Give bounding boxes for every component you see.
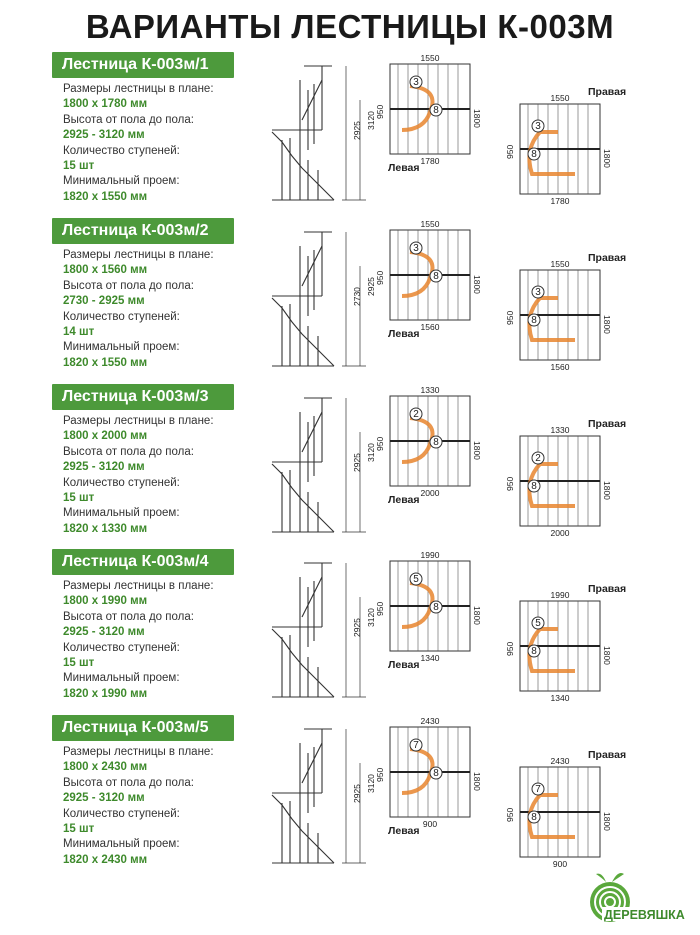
- svg-text:950: 950: [375, 601, 385, 616]
- svg-text:900: 900: [552, 859, 568, 869]
- svg-text:1550: 1550: [550, 93, 570, 103]
- size-label: Размеры лестницы в плане:: [63, 746, 214, 758]
- side-view-drawing: [262, 723, 392, 878]
- steps-value: 15 шт: [63, 492, 95, 505]
- opening-label: Минимальный проем:: [63, 672, 180, 685]
- svg-text:950: 950: [505, 144, 515, 159]
- svg-text:2925: 2925: [366, 277, 376, 296]
- svg-text:1990: 1990: [550, 590, 570, 600]
- svg-text:1800: 1800: [602, 481, 612, 500]
- opening-label: Минимальный проем:: [63, 507, 180, 520]
- opening-value: 1820 х 2430 мм: [63, 853, 148, 866]
- height-value: 2925 - 3120 мм: [63, 129, 145, 142]
- svg-text:8: 8: [531, 481, 537, 492]
- size-value: 1800 х 1990 мм: [63, 595, 148, 608]
- svg-text:2925: 2925: [352, 121, 362, 140]
- svg-text:2: 2: [413, 409, 419, 420]
- svg-text:8: 8: [433, 105, 439, 116]
- opening-value: 1820 х 1330 мм: [63, 522, 148, 535]
- height-label: Высота от пола до пола:: [63, 279, 194, 292]
- stair-variant-section: [0, 549, 700, 709]
- svg-text:2430: 2430: [550, 756, 570, 766]
- plan-left: [375, 53, 482, 174]
- svg-text:3: 3: [413, 243, 419, 254]
- variant-specs: [63, 745, 263, 868]
- steps-label: Количество ступеней:: [63, 310, 180, 323]
- svg-text:3120: 3120: [366, 608, 376, 627]
- svg-text:7: 7: [413, 740, 419, 751]
- hand-left-label: Левая: [388, 825, 420, 837]
- plan-right: [505, 749, 627, 874]
- svg-text:1330: 1330: [550, 425, 570, 435]
- svg-text:3120: 3120: [366, 443, 376, 462]
- svg-text:1780: 1780: [420, 156, 440, 166]
- variant-specs: [63, 82, 263, 205]
- height-label: Высота от пола до пола:: [63, 776, 194, 789]
- svg-text:1800: 1800: [472, 441, 482, 460]
- svg-text:1550: 1550: [550, 259, 570, 269]
- plan-left: [375, 550, 482, 671]
- svg-text:2730: 2730: [352, 287, 362, 306]
- svg-text:1330: 1330: [420, 385, 440, 395]
- plan-right: [505, 86, 627, 211]
- svg-text:3: 3: [413, 77, 419, 88]
- svg-text:950: 950: [375, 270, 385, 285]
- hand-right-label: Правая: [588, 583, 627, 595]
- svg-text:1800: 1800: [472, 772, 482, 791]
- svg-text:1560: 1560: [550, 362, 570, 372]
- plan-left: [375, 385, 482, 506]
- svg-text:1340: 1340: [420, 653, 440, 663]
- variant-header: Лестница К-003м/4: [52, 549, 234, 575]
- variant-specs: [63, 579, 263, 702]
- height-value: 2925 - 3120 мм: [63, 461, 145, 474]
- height-label: Высота от пола до пола:: [63, 445, 194, 458]
- svg-text:1800: 1800: [472, 275, 482, 294]
- svg-text:1800: 1800: [472, 109, 482, 128]
- svg-text:1550: 1550: [420, 219, 440, 229]
- svg-text:950: 950: [505, 310, 515, 325]
- svg-text:2000: 2000: [550, 528, 570, 538]
- steps-value: 15 шт: [63, 160, 95, 173]
- hand-right-label: Правая: [588, 86, 627, 98]
- svg-text:1800: 1800: [602, 812, 612, 831]
- svg-text:1340: 1340: [550, 693, 570, 703]
- size-label: Размеры лестницы в плане:: [63, 83, 214, 95]
- svg-text:1550: 1550: [420, 53, 440, 63]
- svg-text:3120: 3120: [366, 774, 376, 793]
- svg-text:1800: 1800: [602, 149, 612, 168]
- opening-label: Минимальный проем:: [63, 341, 180, 354]
- variant-header: Лестница К-003м/2: [52, 218, 234, 244]
- height-label: Высота от пола до пола:: [63, 610, 194, 623]
- variant-specs: [63, 248, 263, 371]
- size-value: 1800 х 2000 мм: [63, 430, 148, 443]
- hand-right-label: Правая: [588, 418, 627, 430]
- svg-text:5: 5: [413, 574, 419, 585]
- svg-text:950: 950: [375, 436, 385, 451]
- svg-text:900: 900: [422, 819, 438, 829]
- variant-header: Лестница К-003м/5: [52, 715, 234, 741]
- steps-value: 15 шт: [63, 823, 95, 836]
- opening-value: 1820 х 1550 мм: [63, 190, 148, 203]
- svg-text:1780: 1780: [550, 196, 570, 206]
- stair-variant-section: [0, 715, 700, 875]
- svg-text:8: 8: [433, 271, 439, 282]
- svg-text:5: 5: [535, 618, 541, 629]
- side-view-drawing: [262, 392, 392, 547]
- size-value: 1800 х 1560 мм: [63, 264, 148, 277]
- svg-text:8: 8: [433, 768, 439, 779]
- plan-right: [505, 418, 627, 543]
- svg-text:2925: 2925: [352, 618, 362, 637]
- steps-value: 15 шт: [63, 657, 95, 670]
- height-value: 2925 - 3120 мм: [63, 626, 145, 639]
- svg-text:8: 8: [531, 812, 537, 823]
- svg-text:2925: 2925: [352, 453, 362, 472]
- svg-text:1990: 1990: [420, 550, 440, 560]
- size-value: 1800 х 2430 мм: [63, 761, 148, 774]
- hand-right-label: Правая: [588, 749, 627, 761]
- svg-text:950: 950: [375, 767, 385, 782]
- svg-text:950: 950: [375, 104, 385, 119]
- svg-text:3: 3: [535, 287, 541, 298]
- stair-variant-section: [0, 218, 700, 378]
- hand-right-label: Правая: [588, 252, 627, 264]
- variant-header: Лестница К-003м/3: [52, 384, 234, 410]
- svg-text:1800: 1800: [602, 646, 612, 665]
- svg-text:2430: 2430: [420, 716, 440, 726]
- svg-text:8: 8: [433, 437, 439, 448]
- plan-left: [375, 716, 482, 837]
- steps-label: Количество ступеней:: [63, 807, 180, 820]
- tree-ring-icon: [562, 870, 692, 930]
- page-title: ВАРИАНТЫ ЛЕСТНИЦЫ К-003М: [85, 8, 615, 45]
- svg-text:2: 2: [535, 453, 541, 464]
- svg-text:1560: 1560: [420, 322, 440, 332]
- logo-text: ДЕРЕВЯШКА: [604, 908, 685, 922]
- height-value: 2925 - 3120 мм: [63, 792, 145, 805]
- steps-label: Количество ступеней:: [63, 476, 180, 489]
- brand-logo: [562, 870, 692, 930]
- hand-left-label: Левая: [388, 494, 420, 506]
- svg-text:950: 950: [505, 807, 515, 822]
- svg-text:2000: 2000: [420, 488, 440, 498]
- svg-text:950: 950: [505, 476, 515, 491]
- steps-value: 14 шт: [63, 326, 95, 339]
- side-view-drawing: [262, 226, 392, 381]
- steps-label: Количество ступеней:: [63, 144, 180, 157]
- opening-value: 1820 х 1550 мм: [63, 356, 148, 369]
- stair-variant-section: [0, 52, 700, 212]
- stair-variant-section: [0, 384, 700, 544]
- svg-text:7: 7: [535, 784, 541, 795]
- svg-text:950: 950: [505, 641, 515, 656]
- height-label: Высота от пола до пола:: [63, 113, 194, 126]
- svg-text:3: 3: [535, 121, 541, 132]
- svg-text:1800: 1800: [472, 606, 482, 625]
- svg-text:8: 8: [531, 646, 537, 657]
- hand-left-label: Левая: [388, 162, 420, 174]
- svg-text:1800: 1800: [602, 315, 612, 334]
- size-label: Размеры лестницы в плане:: [63, 415, 214, 427]
- opening-label: Минимальный проем:: [63, 838, 180, 851]
- svg-text:8: 8: [531, 315, 537, 326]
- side-view-drawing: [262, 557, 392, 712]
- plan-right: [505, 583, 627, 708]
- plan-left: [375, 219, 482, 340]
- hand-left-label: Левая: [388, 328, 420, 340]
- plan-right: [505, 252, 627, 377]
- opening-label: Минимальный проем:: [63, 175, 180, 188]
- side-view-drawing: [262, 60, 392, 215]
- opening-value: 1820 х 1990 мм: [63, 687, 148, 700]
- height-value: 2730 - 2925 мм: [63, 295, 145, 308]
- svg-text:8: 8: [433, 602, 439, 613]
- hand-left-label: Левая: [388, 659, 420, 671]
- variant-specs: [63, 414, 263, 537]
- size-label: Размеры лестницы в плане:: [63, 249, 214, 261]
- steps-label: Количество ступеней:: [63, 641, 180, 654]
- size-value: 1800 х 1780 мм: [63, 98, 148, 111]
- svg-text:3120: 3120: [366, 111, 376, 130]
- svg-text:8: 8: [531, 149, 537, 160]
- variant-header: Лестница К-003м/1: [52, 52, 234, 78]
- svg-text:2925: 2925: [352, 784, 362, 803]
- size-label: Размеры лестницы в плане:: [63, 580, 214, 592]
